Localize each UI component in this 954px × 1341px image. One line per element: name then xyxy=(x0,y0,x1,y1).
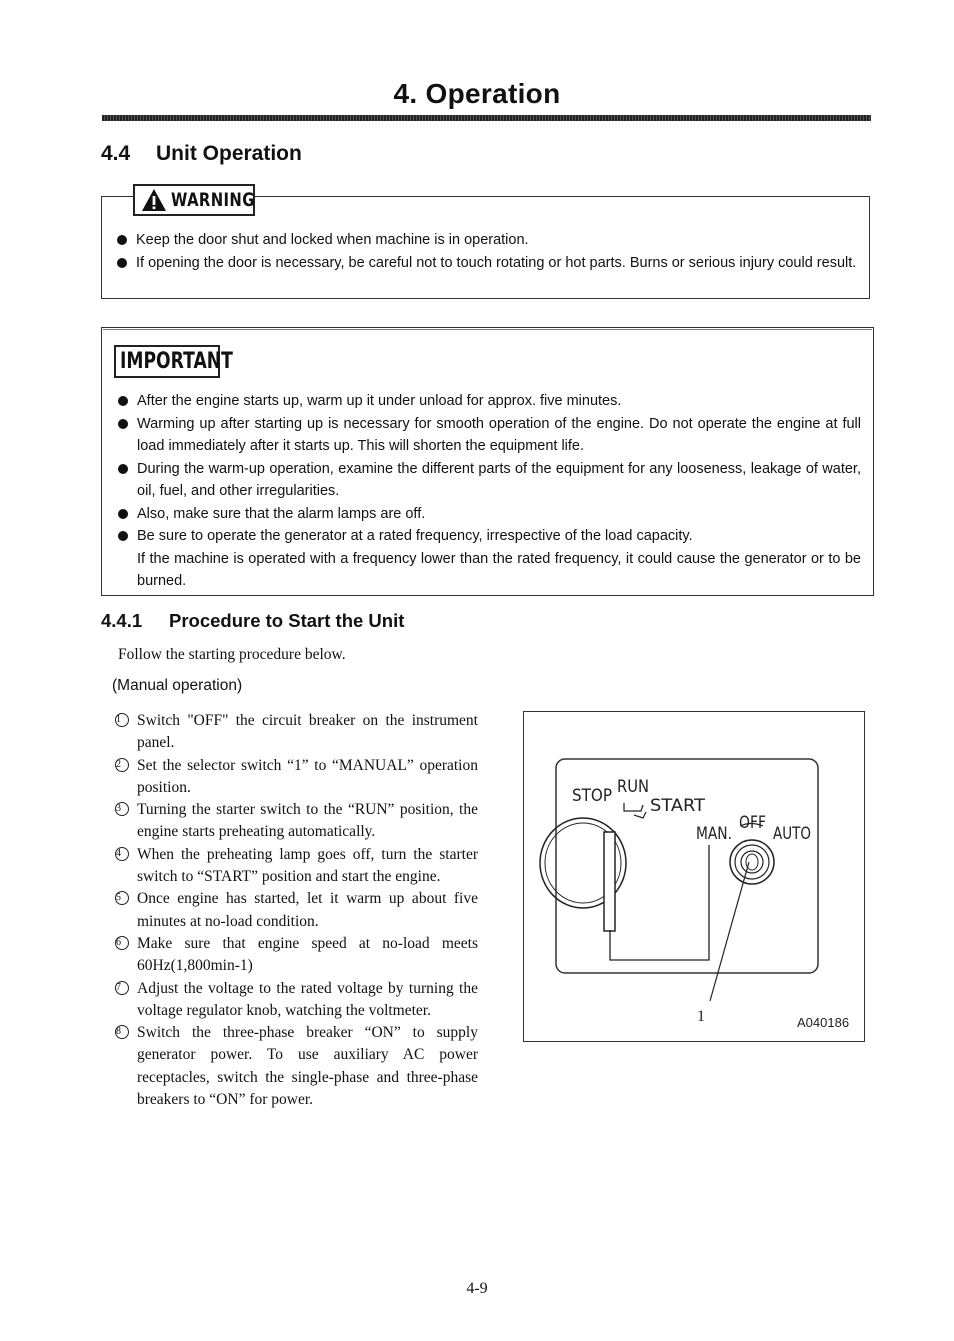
procedure-step xyxy=(114,888,478,933)
bullet-icon xyxy=(118,419,128,429)
section-number: 4.4 xyxy=(101,142,131,165)
section-title: Unit Operation xyxy=(156,142,302,165)
step-number: 2 xyxy=(115,758,129,772)
subsection-number: 4.4.1 xyxy=(101,610,143,631)
procedure-steps xyxy=(114,710,478,1111)
step-number: 3 xyxy=(115,802,129,816)
important-tag xyxy=(114,345,233,378)
warning-label: WARNING xyxy=(171,189,255,211)
run-label: RUN xyxy=(617,777,649,797)
step-text: Make sure that engine speed at no-load meets 60Hz(1,800min-1) xyxy=(137,934,478,975)
stop-label: STOP xyxy=(572,786,612,806)
off-label: OFF xyxy=(739,813,766,833)
step-number: 1 xyxy=(115,713,129,727)
callout-number: 1 xyxy=(697,1008,705,1025)
starter-key xyxy=(604,832,615,931)
step-number: 5 xyxy=(115,891,129,905)
important-item xyxy=(116,503,861,526)
chapter-rule xyxy=(102,115,871,121)
warning-item-text: If opening the door is necessary, be careful not to touch rotating or hot parts. Burns or serious injury could result. xyxy=(136,254,857,271)
procedure-step xyxy=(114,710,478,755)
important-item xyxy=(116,525,861,593)
warning-triangle-icon xyxy=(141,188,167,212)
important-list xyxy=(116,390,861,593)
important-item xyxy=(116,458,861,503)
step-text: Adjust the voltage to the rated voltage by turning the voltage regulator knob, watching the voltmeter. xyxy=(137,979,478,1019)
section-heading xyxy=(101,142,302,166)
bullet-icon xyxy=(118,509,128,519)
important-item-text: Be sure to operate the generator at a rated frequency, irrespective of the load capacity. xyxy=(137,528,693,544)
important-item-text: Also, make sure that the alarm lamps are off. xyxy=(137,505,426,522)
important-item-note: If the machine is operated with a frequency lower than the rated frequency, it could cause the generator or to be burned. xyxy=(137,550,861,589)
procedure-step xyxy=(114,1022,478,1111)
figure-code: A040186 xyxy=(797,1015,850,1030)
step-number: 8 xyxy=(115,1025,129,1039)
step-text: Once engine has started, let it warm up about five minutes at no-load condition. xyxy=(137,890,478,930)
important-label: IMPORTANT xyxy=(120,349,233,374)
subsection-title: Procedure to Start the Unit xyxy=(169,610,405,631)
bullet-icon xyxy=(117,258,127,268)
important-item xyxy=(116,390,861,413)
step-text: When the preheating lamp goes off, turn the starter switch to “START” position and start the engine. xyxy=(137,845,478,886)
important-item-text: During the warm-up operation, examine the different parts of the equipment for any looseness, leakage of water, oil, fuel, and other irregularities. xyxy=(137,460,861,499)
step-text: Turning the starter switch to the “RUN” position, the engine starts preheating automatically. xyxy=(137,801,478,841)
intro-text: Follow the starting procedure below. xyxy=(118,646,346,663)
warning-item xyxy=(115,229,861,252)
manual-operation-label: (Manual operation) xyxy=(112,677,243,694)
page-number: 4-9 xyxy=(466,1280,488,1297)
procedure-step xyxy=(114,844,478,889)
warning-list xyxy=(115,229,861,274)
step-text: Switch "OFF" the circuit breaker on the instrument panel. xyxy=(137,712,478,752)
procedure-step xyxy=(114,755,478,800)
procedure-step xyxy=(114,933,478,978)
step-number: 4 xyxy=(115,847,129,861)
procedure-step xyxy=(114,978,478,1023)
auto-label: AUTO xyxy=(773,824,811,844)
warning-item-text: Keep the door shut and locked when machine is in operation. xyxy=(136,232,529,248)
step-number: 6 xyxy=(115,936,129,950)
switch-panel-figure xyxy=(523,711,865,1042)
step-text: Set the selector switch “1” to “MANUAL” operation position. xyxy=(137,756,478,796)
bullet-icon xyxy=(118,396,128,406)
important-box-inner-rule xyxy=(103,329,872,334)
important-item-text: Warming up after starting up is necessary for smooth operation of the engine. Do not operate the engine at full load immediately after it starts up. This will shorten the equipment life. xyxy=(137,415,861,454)
important-item-text: After the engine starts up, warm up it under unload for approx. five minutes. xyxy=(137,393,622,409)
start-label: START xyxy=(650,796,706,816)
step-text: Switch the three-phase breaker “ON” to supply generator power. To use auxiliary AC power receptacles, switch the single-phase and three-phase breakers to “ON” for power. xyxy=(137,1024,478,1109)
bullet-icon xyxy=(117,235,127,245)
subsection-heading xyxy=(101,610,404,632)
step-number: 7 xyxy=(115,981,129,995)
man-label: MAN. xyxy=(696,824,732,844)
selector-switch-knob xyxy=(730,840,774,884)
bullet-icon xyxy=(118,464,128,474)
callout-leader-line xyxy=(710,862,749,1001)
important-item xyxy=(116,413,861,458)
warning-tag xyxy=(133,184,255,216)
procedure-step xyxy=(114,799,478,844)
warning-item xyxy=(115,252,861,275)
chapter-title: 4. Operation xyxy=(393,78,561,109)
bullet-icon xyxy=(118,531,128,541)
